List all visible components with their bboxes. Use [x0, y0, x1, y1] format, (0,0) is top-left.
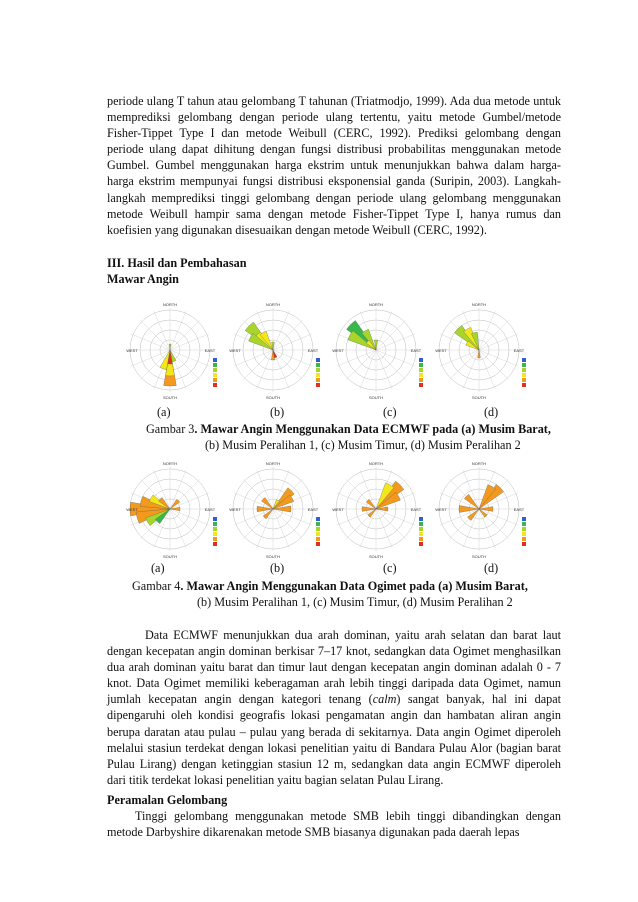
wind-rose-chart — [434, 298, 532, 406]
rose-south-label: SOUTH — [163, 395, 177, 400]
wind-rose-3d — [434, 298, 532, 406]
rose-east-label: EAST — [204, 507, 216, 512]
rose-legend-swatch — [419, 378, 423, 382]
wind-rose-chart — [331, 457, 429, 565]
figure-3-caption-line1: . Mawar Angin Menggunakan Data ECMWF pada (a) Musim Barat, — [194, 422, 551, 436]
rose-legend-swatch — [316, 383, 320, 387]
figure-3-roses — [125, 298, 525, 418]
rose-grid-spoke — [170, 320, 200, 350]
rose-west-label: WEST — [435, 507, 447, 512]
rose-legend-swatch — [419, 522, 423, 526]
rose-grid-spoke — [376, 350, 406, 380]
rose-legend-swatch — [522, 517, 526, 521]
rose-legend-swatch — [213, 537, 217, 541]
rose-grid-spoke — [479, 350, 509, 380]
rose-legend-swatch — [419, 368, 423, 372]
rose-legend-swatch — [522, 373, 526, 377]
rose-north-label: NORTH — [471, 461, 487, 466]
rose-legend-swatch — [213, 378, 217, 382]
rose-legend-swatch — [213, 542, 217, 546]
rose-west-label: WEST — [229, 348, 241, 353]
rose-grid-spoke — [140, 320, 170, 350]
rose-east-label: EAST — [410, 348, 422, 353]
subheading-forecast: Peramalan Gelombang — [107, 793, 228, 807]
rose-legend-swatch — [213, 383, 217, 387]
rose-legend-swatch — [316, 542, 320, 546]
rose-south-label: SOUTH — [369, 554, 383, 559]
figure-4-label-c: (c) — [383, 561, 397, 575]
rose-north-label: NORTH — [265, 461, 281, 466]
wind-rose-4b — [228, 457, 326, 565]
rose-grid-spoke — [376, 509, 406, 539]
rose-grid-spoke — [243, 350, 273, 380]
wind-rose-chart — [331, 298, 429, 406]
rose-petals — [160, 344, 176, 386]
rose-legend-swatch — [316, 527, 320, 531]
rose-north-label: NORTH — [368, 302, 384, 307]
figure-3-caption-line2: (b) Musim Peralihan 1, (c) Musim Timur, (d) Musim Peralihan 2 — [205, 438, 521, 452]
rose-legend-swatch — [522, 368, 526, 372]
figure-3-label-d: (d) — [484, 405, 499, 419]
rose-west-label: WEST — [229, 507, 241, 512]
paragraph-1: periode ulang T tahun atau gelombang T tahunan (Triatmodjo, 1999). Ada dua metode untuk memprediksi gelombang dengan periode ulang tertentu, yaitu metode Gumbel/metode Fisher-Tippet Type I dan metode Weibull (CERC, 1992). Prediksi gelombang dengan periode ulang dapat dihitung dengan fungsi distribusi probabilitas menggunakan metode Gumbel. Gumbel menggunakan harga ekstrim untuk menunjukkan bahwa dalam harga-harga ekstrim mempunyai fungsi distribusi eksponensial ganda (Suripin, 2003). Langkah-langkah memprediksi tinggi gelombang dengan periode ulang gelombang menggunakan metode Weibull hampir sama dengan metode Fisher-Tippet Type I, hanya rumus dan koefisien yang digunakan disesuaikan dengan metode Weibull (CERC, 1992). — [107, 94, 561, 237]
rose-legend-swatch — [213, 373, 217, 377]
wind-rose-4c — [331, 457, 429, 565]
rose-petals — [459, 484, 504, 520]
paragraph-2-rest: ) sangat banyak, hal ini dapat dipengaruhi oleh kondisi geografis lokasi pengamatan angin dan hambatan aliran angin berupa daratan atau pulau – pulau yang berada di sekitarnya. Data angin Ogimet diperoleh melalui stasiun terdekat dengan lokasi penelitian yaitu di Bandara Pulau Alor (bagian barat Pulau Lirang) dengan ketinggian stasiun 12 m, sedangkan data angin ECMWF diperoleh dari titik terdekat lokasi penelitian yaitu bagian selatan Pulau Lirang. — [107, 692, 561, 787]
rose-legend-swatch — [316, 373, 320, 377]
rose-south-label: SOUTH — [163, 554, 177, 559]
rose-grid-spoke — [273, 320, 303, 350]
rose-north-label: NORTH — [368, 461, 384, 466]
rose-grid-spoke — [346, 350, 376, 380]
rose-legend-swatch — [213, 517, 217, 521]
rose-south-label: SOUTH — [472, 554, 486, 559]
wind-rose-chart — [228, 298, 326, 406]
rose-legend-swatch — [419, 532, 423, 536]
figure-4-label-a: (a) — [151, 561, 165, 575]
rose-legend-swatch — [522, 542, 526, 546]
wind-rose-3b — [228, 298, 326, 406]
rose-legend-swatch — [419, 373, 423, 377]
rose-grid-spoke — [376, 320, 406, 350]
figure-3-label-a: (a) — [157, 405, 171, 419]
rose-legend-swatch — [419, 527, 423, 531]
rose-west-label: WEST — [332, 348, 344, 353]
figure-4-caption-prefix: Gambar 4 — [132, 579, 181, 593]
rose-north-label: NORTH — [471, 302, 487, 307]
rose-petals — [245, 322, 277, 360]
rose-south-label: SOUTH — [369, 395, 383, 400]
rose-north-label: NORTH — [265, 302, 281, 307]
rose-legend-swatch — [213, 527, 217, 531]
rose-east-label: EAST — [410, 507, 422, 512]
rose-grid-spoke — [479, 320, 509, 350]
rose-legend-swatch — [522, 537, 526, 541]
rose-legend-swatch — [522, 363, 526, 367]
rose-west-label: WEST — [126, 348, 138, 353]
rose-grid-spoke — [170, 509, 200, 539]
subheading-wind-rose: Mawar Angin — [107, 272, 179, 286]
rose-petals — [347, 321, 378, 351]
figure-4-label-b: (b) — [270, 561, 285, 575]
wind-rose-chart — [125, 457, 223, 565]
figure-3-label-c: (c) — [383, 405, 397, 419]
section-heading: III. Hasil dan Pembahasan — [107, 256, 247, 270]
wind-rose-4d — [434, 457, 532, 565]
rose-legend-swatch — [213, 522, 217, 526]
rose-legend-swatch — [419, 542, 423, 546]
rose-south-label: SOUTH — [266, 554, 280, 559]
rose-legend-swatch — [316, 517, 320, 521]
rose-south-label: SOUTH — [266, 395, 280, 400]
rose-legend-swatch — [213, 532, 217, 536]
wind-rose-chart — [434, 457, 532, 565]
rose-grid-spoke — [273, 350, 303, 380]
rose-west-label: WEST — [332, 507, 344, 512]
figure-4-label-d: (d) — [484, 561, 499, 575]
rose-legend-swatch — [213, 358, 217, 362]
wind-rose-3c — [331, 298, 429, 406]
figure-3-caption — [146, 421, 551, 437]
rose-legend-swatch — [522, 522, 526, 526]
figure-3-caption-prefix: Gambar 3 — [146, 422, 195, 436]
wind-rose-chart — [228, 457, 326, 565]
rose-legend-swatch — [213, 368, 217, 372]
figure-4-caption-line2: (b) Musim Peralihan 1, (c) Musim Timur, (d) Musim Peralihan 2 — [197, 595, 513, 609]
rose-legend-swatch — [419, 358, 423, 362]
rose-east-label: EAST — [204, 348, 216, 353]
rose-legend-swatch — [316, 363, 320, 367]
wind-rose-3a — [125, 298, 223, 406]
rose-legend-swatch — [316, 358, 320, 362]
paragraph-3: Tinggi gelombang menggunakan metode SMB lebih tinggi dibandingkan dengan metode Darbyshire dikarenakan metode SMB biasanya digunakan pada daerah lepas — [107, 809, 561, 840]
rose-east-label: EAST — [307, 348, 319, 353]
rose-legend-swatch — [522, 358, 526, 362]
figure-4-roses — [125, 457, 525, 577]
rose-legend-swatch — [316, 522, 320, 526]
figure-4-caption-line1: . Mawar Angin Menggunakan Data Ogimet pada (a) Musim Barat, — [180, 579, 528, 593]
rose-petals — [257, 488, 294, 519]
rose-legend-swatch — [316, 378, 320, 382]
rose-legend-swatch — [316, 532, 320, 536]
wind-rose-4a — [125, 457, 223, 565]
rose-west-label: WEST — [126, 507, 138, 512]
rose-east-label: EAST — [513, 348, 525, 353]
rose-legend-swatch — [522, 527, 526, 531]
rose-legend-swatch — [419, 383, 423, 387]
rose-legend-swatch — [316, 537, 320, 541]
rose-legend-swatch — [419, 517, 423, 521]
rose-north-label: NORTH — [162, 461, 178, 466]
paragraph-2-text: Data ECMWF menunjukkan dua arah dominan, yaitu arah selatan dan barat laut dengan kecepatan angin dominan berkisar 7–17 knot, sedangkan data Ogimet menghasilkan dua arah dominan yaitu barat dan timur laut dengan kecepatan angin dominan adalah 0 - 7 knot. Data Ogimet memiliki keberagaman arah lebih tinggi daripada data Ogimet, namun jumlah kecepatan angin dengan kategori tenang ( — [107, 628, 561, 707]
rose-grid-spoke — [273, 509, 303, 539]
figure-3-label-b: (b) — [270, 405, 285, 419]
rose-north-label: NORTH — [162, 302, 178, 307]
rose-east-label: EAST — [307, 507, 319, 512]
rose-legend-swatch — [419, 537, 423, 541]
rose-grid-spoke — [449, 350, 479, 380]
paragraph-2-calm: calm — [372, 692, 397, 707]
rose-legend-swatch — [213, 363, 217, 367]
rose-legend-swatch — [522, 532, 526, 536]
rose-south-label: SOUTH — [472, 395, 486, 400]
figure-4-caption — [132, 578, 528, 594]
rose-legend-swatch — [419, 363, 423, 367]
wind-rose-chart — [125, 298, 223, 406]
rose-east-label: EAST — [513, 507, 525, 512]
rose-legend-swatch — [522, 383, 526, 387]
rose-legend-swatch — [316, 368, 320, 372]
rose-west-label: WEST — [435, 348, 447, 353]
rose-legend-swatch — [522, 378, 526, 382]
paragraph-2 — [107, 627, 561, 788]
